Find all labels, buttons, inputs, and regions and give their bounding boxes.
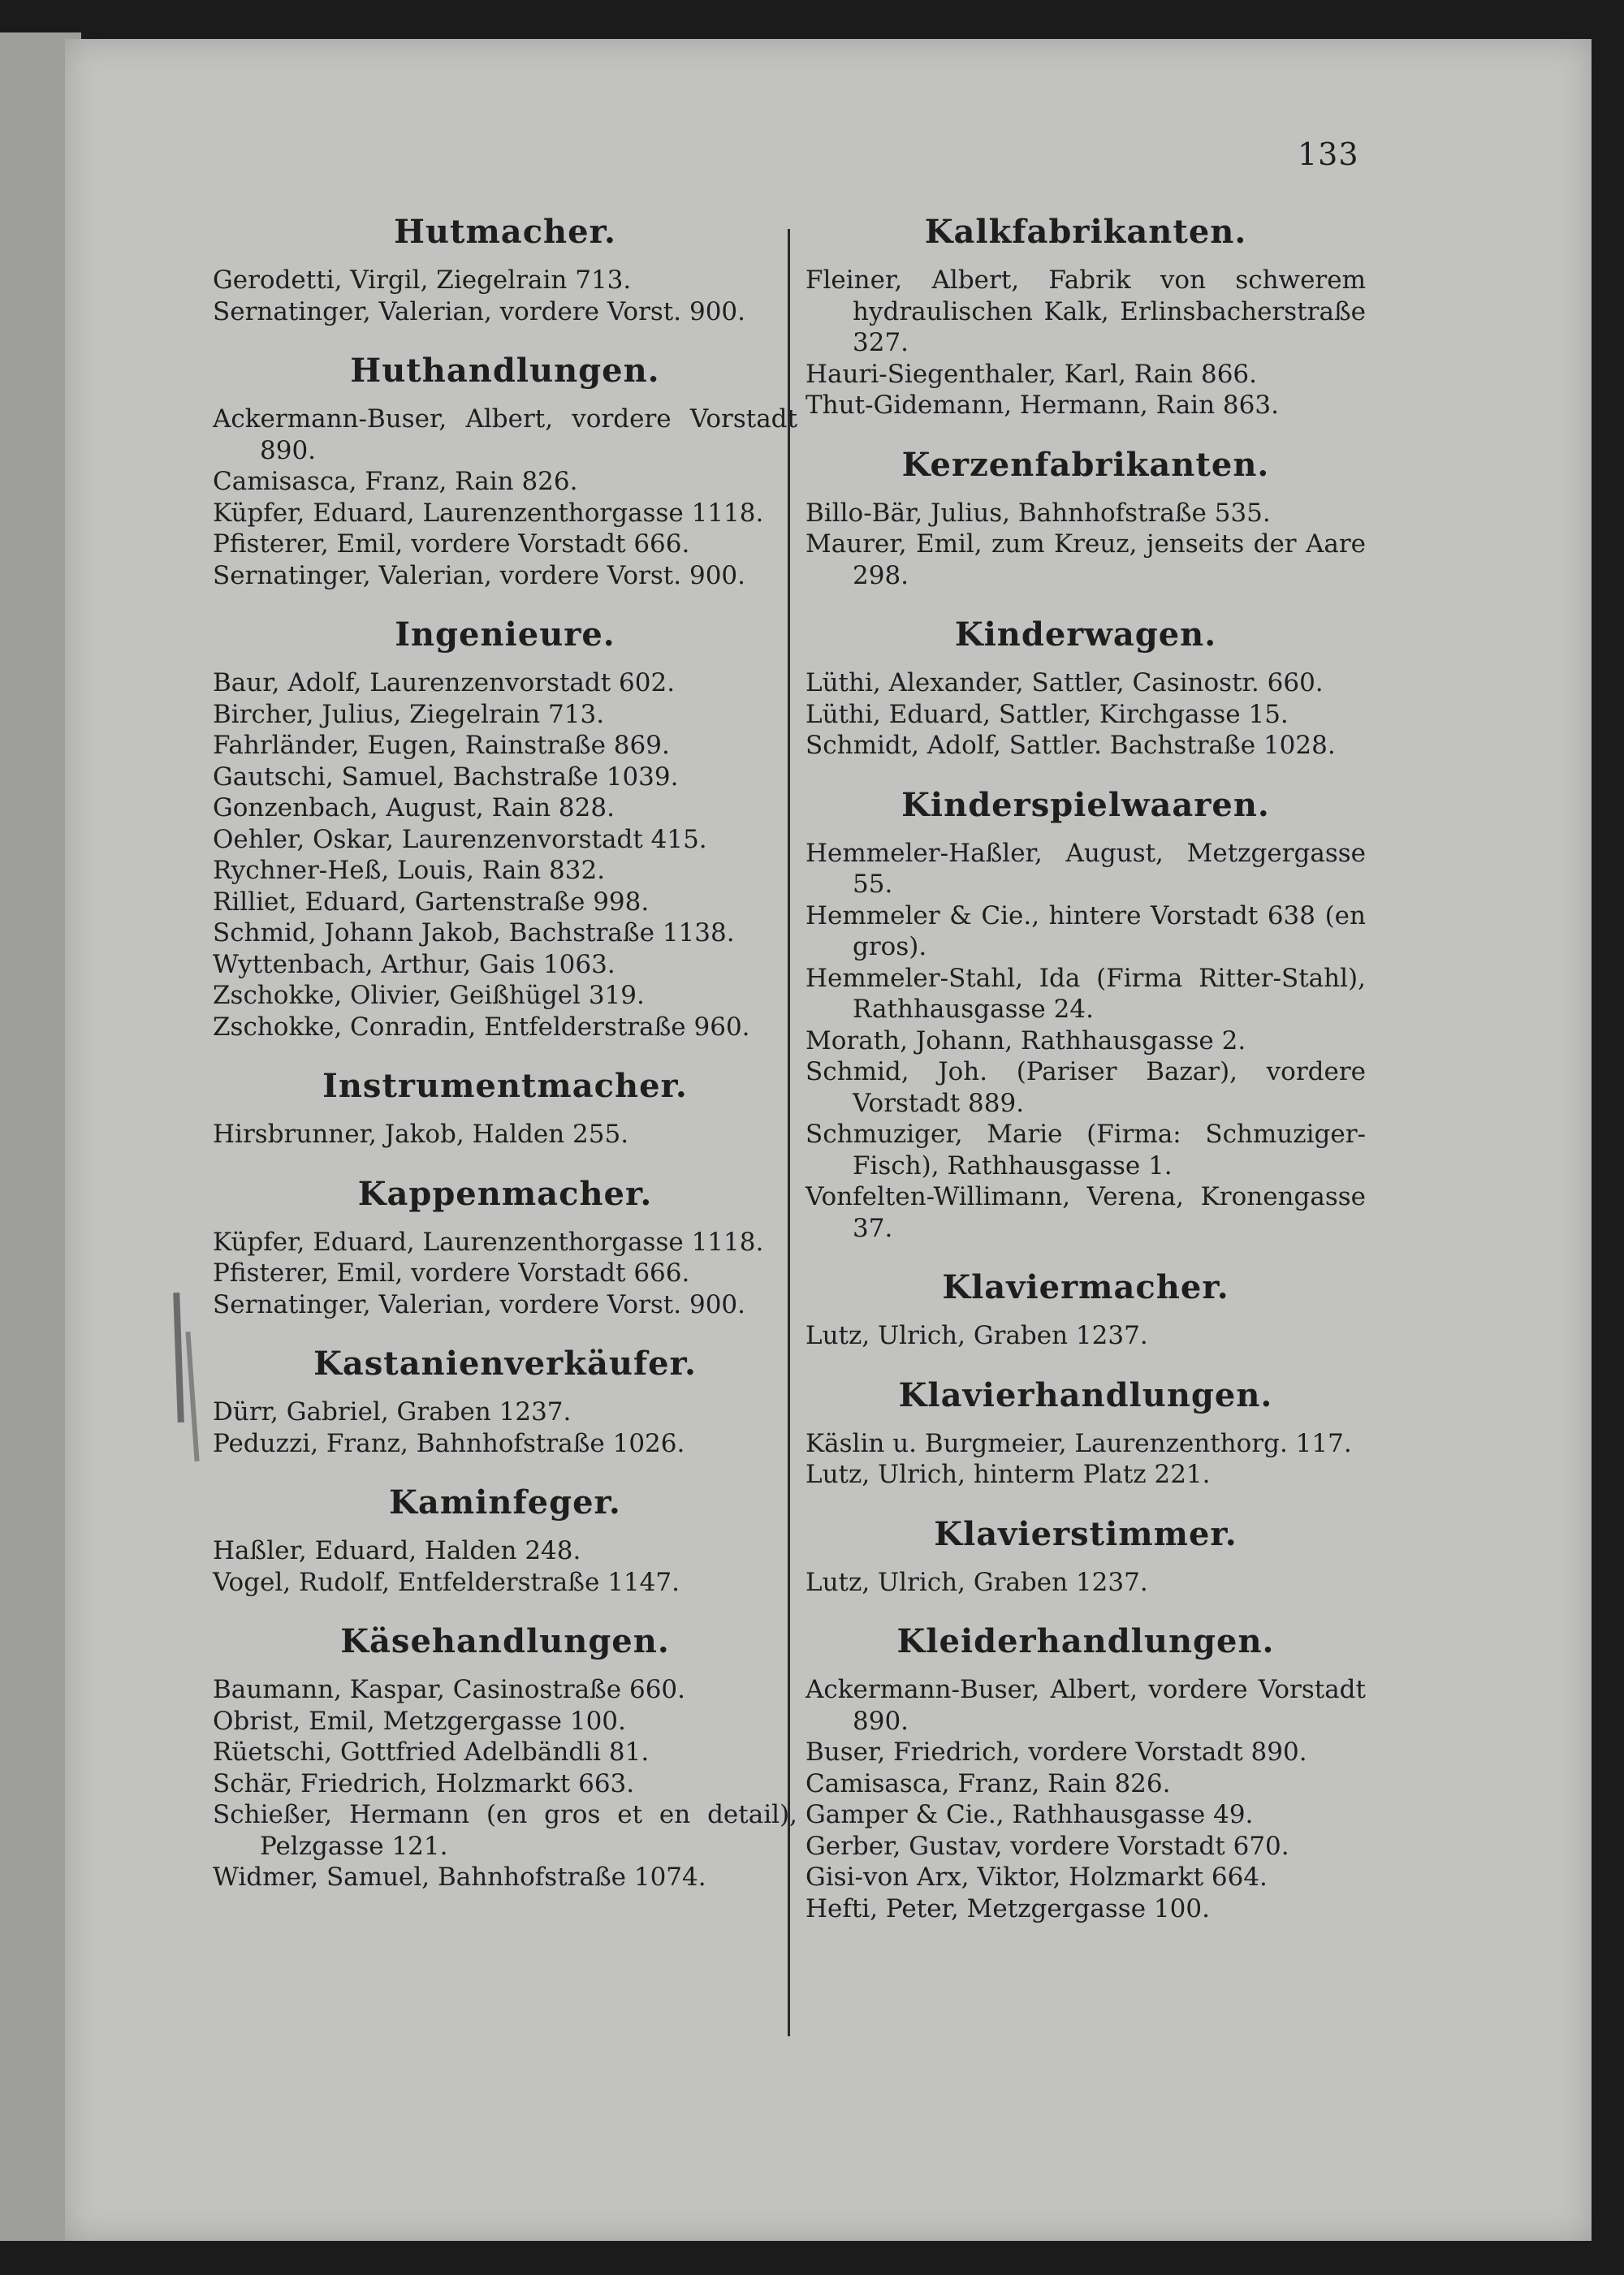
directory-entry: Rilliet, Eduard, Gartenstraße 998. — [213, 887, 650, 917]
section-heading: Kerzenfabrikanten. — [901, 445, 1270, 484]
directory-entry: Hemmeler & Cie., hintere Vorstadt 638 (en gros). — [806, 900, 1366, 961]
directory-entry: Schmid, Johann Jakob, Bachstraße 1138. — [213, 918, 735, 948]
directory-entry: Schmidt, Adolf, Sattler. Bachstraße 1028. — [806, 731, 1336, 760]
directory-entry: Sernatinger, Valerian, vordere Vorst. 900. — [213, 560, 745, 590]
section-heading: Instrumentmacher. — [322, 1067, 688, 1105]
right-column — [806, 213, 1366, 1949]
directory-entry: Buser, Friedrich, vordere Vorstadt 890. — [806, 1738, 1307, 1767]
directory-entry: Rychner-Heß, Louis, Rain 832. — [213, 856, 606, 885]
directory-entry: Lutz, Ulrich, Graben 1237. — [806, 1321, 1148, 1350]
directory-section — [213, 615, 797, 1043]
directory-entry: Ackermann-Buser, Albert, vordere Vorstadt 890. — [806, 1675, 1366, 1736]
directory-entry: Morath, Johann, Rathhausgasse 2. — [806, 1025, 1246, 1055]
left-column — [213, 213, 797, 1918]
directory-section — [213, 1622, 797, 1893]
directory-entry: Baur, Adolf, Laurenzenvorstadt 602. — [213, 668, 676, 697]
directory-entry: Vogel, Rudolf, Entfelderstraße 1147. — [213, 1567, 680, 1597]
directory-entry: Hirsbrunner, Jakob, Halden 255. — [213, 1120, 629, 1149]
directory-entry: Oehler, Oskar, Laurenzenvorstadt 415. — [213, 824, 707, 854]
directory-section — [806, 1268, 1366, 1352]
directory-entry: Ackermann-Buser, Albert, vordere Vorstadt 890. — [213, 404, 797, 465]
directory-section — [806, 213, 1366, 421]
directory-entry: Hefti, Peter, Metzgergasse 100. — [806, 1893, 1210, 1923]
directory-entry: Hemmeler-Haßler, August, Metzgergasse 55. — [806, 838, 1366, 899]
section-heading: Kinderwagen. — [954, 615, 1217, 654]
directory-entry: Lutz, Ulrich, Graben 1237. — [806, 1567, 1148, 1597]
directory-entry: Schießer, Hermann (en gros et en detail), Pelzgasse 121. — [213, 1800, 797, 1861]
directory-entry: Fleiner, Albert, Fabrik von schwerem hydraulischen Kalk, Erlinsbacherstraße 327. — [806, 265, 1366, 357]
directory-entry: Zschokke, Olivier, Geißhügel 319. — [213, 981, 645, 1010]
directory-entry: Schmuziger, Marie (Firma: Schmuziger-Fisch), Rathhausgasse 1. — [806, 1120, 1366, 1181]
section-heading: Klaviermacher. — [942, 1268, 1229, 1306]
directory-entry: Sernatinger, Valerian, vordere Vorst. 900. — [213, 1289, 745, 1319]
directory-section — [806, 446, 1366, 592]
directory-entry: Billo-Bär, Julius, Bahnhofstraße 535. — [806, 498, 1271, 528]
page-number: 133 — [1298, 136, 1359, 172]
directory-section — [213, 1175, 797, 1321]
directory-entry: Gisi-von Arx, Viktor, Holzmarkt 664. — [806, 1863, 1268, 1892]
section-heading: Kappenmacher. — [357, 1174, 653, 1213]
directory-entry: Zschokke, Conradin, Entfelderstraße 960. — [213, 1012, 750, 1042]
directory-entry: Lüthi, Alexander, Sattler, Casinostr. 660. — [806, 668, 1324, 697]
directory-entry: Gonzenbach, August, Rain 828. — [213, 793, 615, 822]
directory-entry: Widmer, Samuel, Bahnhofstraße 1074. — [213, 1863, 706, 1892]
directory-entry: Maurer, Emil, zum Kreuz, jenseits der Aare 298. — [806, 529, 1366, 590]
directory-entry: Käslin u. Burgmeier, Laurenzenthorg. 117. — [806, 1428, 1352, 1458]
directory-entry: Hemmeler-Stahl, Ida (Firma Ritter-Stahl), Rathhausgasse 24. — [806, 963, 1366, 1024]
directory-section — [806, 1376, 1366, 1491]
directory-entry: Baumann, Kaspar, Casinostraße 660. — [213, 1675, 685, 1704]
directory-entry: Lüthi, Eduard, Sattler, Kirchgasse 15. — [806, 699, 1289, 729]
section-heading: Ingenieure. — [395, 615, 615, 654]
directory-section — [213, 1483, 797, 1598]
directory-entry: Hauri-Siegenthaler, Karl, Rain 866. — [806, 359, 1258, 389]
directory-section — [213, 1067, 797, 1150]
section-heading: Kalkfabrikanten. — [924, 213, 1247, 251]
directory-entry: Fahrländer, Eugen, Rainstraße 869. — [213, 731, 670, 760]
directory-entry: Camisasca, Franz, Rain 826. — [806, 1768, 1171, 1798]
directory-entry: Schmid, Joh. (Pariser Bazar), vordere Vorstadt 889. — [806, 1057, 1366, 1118]
section-heading: Klavierhandlungen. — [898, 1375, 1273, 1414]
directory-section — [806, 615, 1366, 762]
directory-entry: Bircher, Julius, Ziegelrain 713. — [213, 699, 605, 729]
directory-section — [213, 1345, 797, 1459]
directory-section — [213, 352, 797, 591]
section-heading: Kinderspielwaaren. — [901, 785, 1270, 824]
section-heading: Kleiderhandlungen. — [896, 1622, 1275, 1660]
directory-section — [806, 786, 1366, 1245]
directory-entry: Peduzzi, Franz, Bahnhofstraße 1026. — [213, 1428, 685, 1458]
section-heading: Klavierstimmer. — [934, 1514, 1237, 1553]
directory-section — [213, 213, 797, 327]
directory-entry: Gamper & Cie., Rathhausgasse 49. — [806, 1800, 1254, 1829]
directory-entry: Pfisterer, Emil, vordere Vorstadt 666. — [213, 1258, 690, 1288]
directory-entry: Dürr, Gabriel, Graben 1237. — [213, 1397, 572, 1427]
directory-entry: Gerodetti, Virgil, Ziegelrain 713. — [213, 265, 632, 295]
directory-entry: Vonfelten-Willimann, Verena, Kronengasse 37. — [806, 1182, 1366, 1243]
directory-entry: Küpfer, Eduard, Laurenzenthorgasse 1118. — [213, 1227, 764, 1257]
directory-entry: Rüetschi, Gottfried Adelbändli 81. — [213, 1738, 650, 1767]
directory-entry: Gautschi, Samuel, Bachstraße 1039. — [213, 762, 679, 792]
directory-entry: Haßler, Eduard, Halden 248. — [213, 1536, 581, 1565]
directory-entry: Lutz, Ulrich, hinterm Platz 221. — [806, 1460, 1211, 1489]
directory-entry: Küpfer, Eduard, Laurenzenthorgasse 1118. — [213, 498, 764, 528]
section-heading: Kastanienverkäufer. — [313, 1345, 697, 1383]
section-heading: Huthandlungen. — [350, 352, 660, 390]
directory-entry: Gerber, Gustav, vordere Vorstadt 670. — [806, 1831, 1289, 1861]
directory-entry: Camisasca, Franz, Rain 826. — [213, 467, 578, 496]
directory-entry: Thut-Gidemann, Hermann, Rain 863. — [806, 391, 1279, 420]
section-heading: Käsehandlungen. — [340, 1622, 670, 1660]
directory-entry: Schär, Friedrich, Holzmarkt 663. — [213, 1768, 635, 1798]
section-heading: Kaminfeger. — [389, 1483, 621, 1522]
directory-entry: Wyttenbach, Arthur, Gais 1063. — [213, 949, 615, 979]
directory-entry: Obrist, Emil, Metzgergasse 100. — [213, 1706, 626, 1736]
directory-entry: Pfisterer, Emil, vordere Vorstadt 666. — [213, 529, 690, 559]
directory-entry: Sernatinger, Valerian, vordere Vorst. 900. — [213, 296, 745, 326]
directory-section — [806, 1515, 1366, 1599]
section-heading: Hutmacher. — [394, 213, 616, 251]
directory-section — [806, 1622, 1366, 1924]
